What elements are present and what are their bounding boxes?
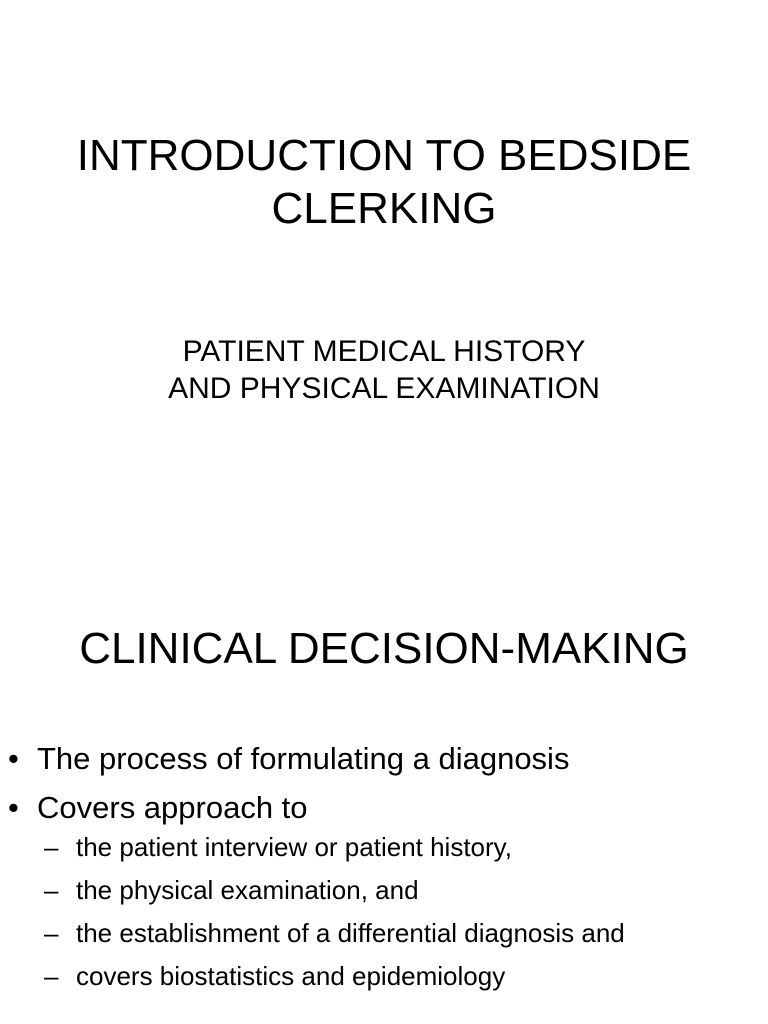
slide-clinical-decision-making xyxy=(0,512,768,1024)
slide-subtitle xyxy=(0,333,768,407)
subtitle-line-2: AND PHYSICAL EXAMINATION xyxy=(168,372,600,405)
bullet-text: Covers approach to xyxy=(37,790,308,825)
sub-bullet-text: the establishment of a differential diagnosis and xyxy=(76,918,625,948)
bullet-item xyxy=(8,740,758,777)
title-line-2: CLERKING xyxy=(271,184,497,233)
subtitle-line-1: PATIENT MEDICAL HISTORY xyxy=(182,335,586,368)
sub-bullet-text: the physical examination, and xyxy=(76,875,419,905)
bullet-icon: • xyxy=(8,790,19,825)
dash-icon: – xyxy=(44,875,59,905)
bullet-list xyxy=(8,740,758,1004)
dash-icon: – xyxy=(44,918,59,948)
dash-icon: – xyxy=(44,832,59,862)
title-line-1: INTRODUCTION TO BEDSIDE xyxy=(76,131,692,180)
dash-icon: – xyxy=(44,961,59,991)
sub-bullet-text: covers biostatistics and epidemiology xyxy=(76,961,506,991)
sub-bullet-item xyxy=(44,961,758,992)
bullet-item xyxy=(8,789,758,992)
bullet-text: The process of formulating a diagnosis xyxy=(37,741,570,776)
sub-bullet-item xyxy=(44,918,758,949)
sub-bullet-list xyxy=(37,832,758,992)
sub-bullet-text: the patient interview or patient history, xyxy=(76,832,512,862)
bullet-icon: • xyxy=(8,741,19,776)
sub-bullet-item xyxy=(44,832,758,863)
slide-title xyxy=(0,129,768,235)
sub-bullet-item xyxy=(44,875,758,906)
slide-title: CLINICAL DECISION-MAKING xyxy=(79,624,689,673)
